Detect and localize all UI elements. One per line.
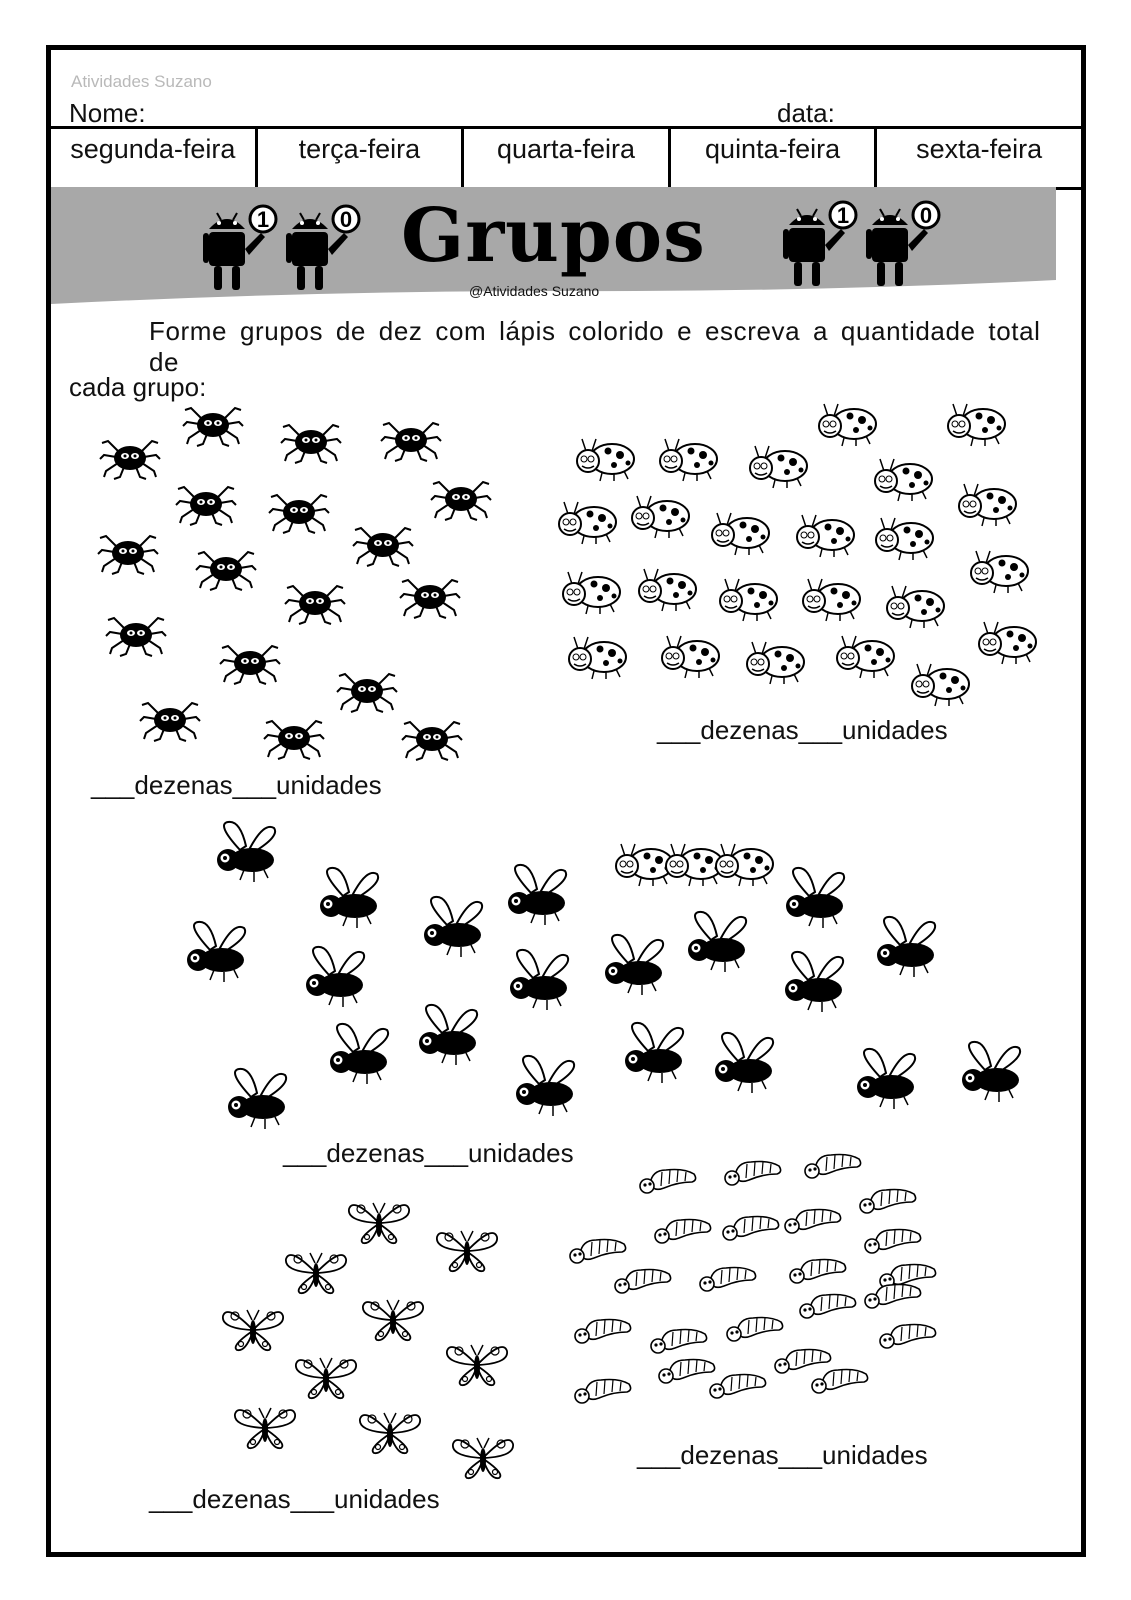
ladybug-icon[interactable] (558, 568, 626, 621)
fly-icon[interactable] (951, 1040, 1031, 1109)
date-field-label: data: (777, 98, 835, 128)
ladybug-icon[interactable] (707, 509, 775, 562)
ladybug-icon[interactable] (572, 435, 640, 488)
butterfly-icon[interactable] (431, 1223, 503, 1280)
fly-icon[interactable] (775, 866, 855, 935)
answer-line-flies[interactable]: ___dezenas___unidades (283, 1138, 574, 1168)
ladybug-icon[interactable] (742, 638, 810, 691)
ladybug-icon[interactable] (634, 565, 702, 618)
spider-icon[interactable] (279, 417, 343, 470)
fly-icon[interactable] (295, 945, 375, 1014)
caterpillar-icon[interactable] (808, 1360, 872, 1401)
banner-credit: @Atividades Suzano (469, 283, 600, 299)
weekday-thursday[interactable]: quinta-feira (671, 129, 878, 187)
spider-icon[interactable] (181, 400, 245, 453)
watermark-text: Atividades Suzano (71, 72, 212, 91)
weekday-monday[interactable]: segunda-feira (51, 129, 258, 187)
robot-icon (201, 203, 281, 298)
spider-icon[interactable] (104, 610, 168, 663)
fly-icon[interactable] (309, 866, 389, 935)
worksheet-frame (46, 45, 1086, 1557)
ladybug-icon[interactable] (907, 660, 975, 713)
spider-icon[interactable] (335, 666, 399, 719)
weekday-row (51, 126, 1081, 190)
ladybug-icon[interactable] (715, 575, 783, 628)
caterpillar-icon[interactable] (571, 1310, 635, 1351)
fly-icon[interactable] (614, 1021, 694, 1090)
spider-icon[interactable] (96, 528, 160, 581)
butterfly-icon[interactable] (354, 1405, 426, 1462)
spider-icon[interactable] (379, 415, 443, 468)
ladybug-icon[interactable] (564, 633, 632, 686)
badge-number: 0 (919, 203, 933, 228)
spider-icon[interactable] (267, 487, 331, 540)
ladybug-icon[interactable] (745, 442, 813, 495)
spider-icon[interactable] (98, 433, 162, 486)
spider-icon[interactable] (351, 520, 415, 573)
ladybug-icon[interactable] (974, 618, 1042, 671)
butterfly-icon[interactable] (441, 1337, 513, 1394)
ladybug-icon[interactable] (554, 498, 622, 551)
fly-icon[interactable] (704, 1031, 784, 1100)
caterpillar-icon[interactable] (721, 1152, 785, 1193)
fly-icon[interactable] (677, 910, 757, 979)
caterpillar-icon[interactable] (876, 1315, 940, 1356)
spider-icon[interactable] (194, 544, 258, 597)
butterfly-icon[interactable] (343, 1195, 415, 1252)
ladybug-icon[interactable] (882, 582, 950, 635)
butterfly-icon[interactable] (280, 1245, 352, 1302)
weekday-tuesday[interactable]: terça-feira (258, 129, 465, 187)
butterfly-icon[interactable] (290, 1350, 362, 1407)
ladybug-icon[interactable] (871, 514, 939, 567)
weekday-friday[interactable]: sexta-feira (916, 134, 1043, 164)
ladybug-icon[interactable] (832, 632, 900, 685)
spider-icon[interactable] (400, 714, 464, 767)
fly-icon[interactable] (319, 1022, 399, 1091)
butterfly-icon[interactable] (217, 1302, 289, 1359)
answer-line-caterpillars[interactable]: ___dezenas___unidades (637, 1440, 928, 1470)
ladybug-icon[interactable] (792, 511, 860, 564)
caterpillar-icon[interactable] (781, 1200, 845, 1241)
weekday-wednesday[interactable]: quarta-feira (464, 129, 671, 187)
fly-icon[interactable] (408, 1003, 488, 1072)
caterpillar-icon[interactable] (706, 1365, 770, 1406)
spider-icon[interactable] (218, 638, 282, 691)
butterfly-icon[interactable] (447, 1430, 519, 1487)
answer-line-ladybugs[interactable]: ___dezenas___unidades (657, 715, 948, 745)
caterpillar-icon[interactable] (571, 1370, 635, 1411)
ladybug-icon[interactable] (657, 632, 725, 685)
instruction-line-1: Forme grupos de dez com lápis colorido e escreva a quantidade total de (149, 316, 1041, 377)
caterpillar-icon[interactable] (861, 1275, 925, 1316)
ladybug-icon[interactable] (711, 840, 779, 893)
fly-icon[interactable] (774, 950, 854, 1019)
instruction-line-2: cada grupo: (69, 372, 207, 402)
robot-icon (864, 199, 944, 294)
ladybug-icon[interactable] (814, 400, 882, 453)
fly-icon[interactable] (217, 1067, 297, 1136)
caterpillar-icon[interactable] (636, 1160, 700, 1201)
banner-title: Grupos (401, 193, 706, 279)
fly-icon[interactable] (206, 820, 286, 889)
name-field-label: Nome: (69, 98, 146, 128)
ladybug-icon[interactable] (627, 492, 695, 545)
fly-icon[interactable] (594, 933, 674, 1002)
badge-number: 1 (256, 207, 270, 232)
title-banner (51, 187, 1081, 317)
fly-icon[interactable] (497, 863, 577, 932)
ladybug-icon[interactable] (655, 435, 723, 488)
badge-number: 1 (836, 203, 850, 228)
spider-icon[interactable] (174, 479, 238, 532)
ladybug-icon[interactable] (943, 400, 1011, 453)
spider-icon[interactable] (398, 572, 462, 625)
robot-icon (284, 203, 364, 298)
fly-icon[interactable] (505, 1054, 585, 1123)
answer-line-spiders[interactable]: ___dezenas___unidades (91, 770, 382, 800)
spider-icon[interactable] (429, 474, 493, 527)
fly-icon[interactable] (176, 920, 256, 989)
caterpillar-icon[interactable] (856, 1180, 920, 1221)
caterpillar-icon[interactable] (719, 1207, 783, 1248)
robot-icon (781, 199, 861, 294)
ladybug-icon[interactable] (954, 480, 1022, 533)
caterpillar-icon[interactable] (651, 1210, 715, 1251)
fly-icon[interactable] (499, 948, 579, 1017)
caterpillar-icon[interactable] (696, 1258, 760, 1299)
butterfly-icon[interactable] (357, 1292, 429, 1349)
spider-icon[interactable] (283, 578, 347, 631)
fly-icon[interactable] (413, 895, 493, 964)
butterfly-icon[interactable] (229, 1400, 301, 1457)
spider-icon[interactable] (262, 713, 326, 766)
fly-icon[interactable] (866, 915, 946, 984)
badge-number: 0 (339, 207, 353, 232)
fly-icon[interactable] (846, 1047, 926, 1116)
answer-line-butterflies[interactable]: ___dezenas___unidades (149, 1484, 440, 1514)
spider-icon[interactable] (138, 695, 202, 748)
caterpillar-icon[interactable] (611, 1260, 675, 1301)
ladybug-icon[interactable] (870, 455, 938, 508)
caterpillar-icon[interactable] (796, 1285, 860, 1326)
ladybug-icon[interactable] (798, 575, 866, 628)
ladybug-icon[interactable] (966, 547, 1034, 600)
